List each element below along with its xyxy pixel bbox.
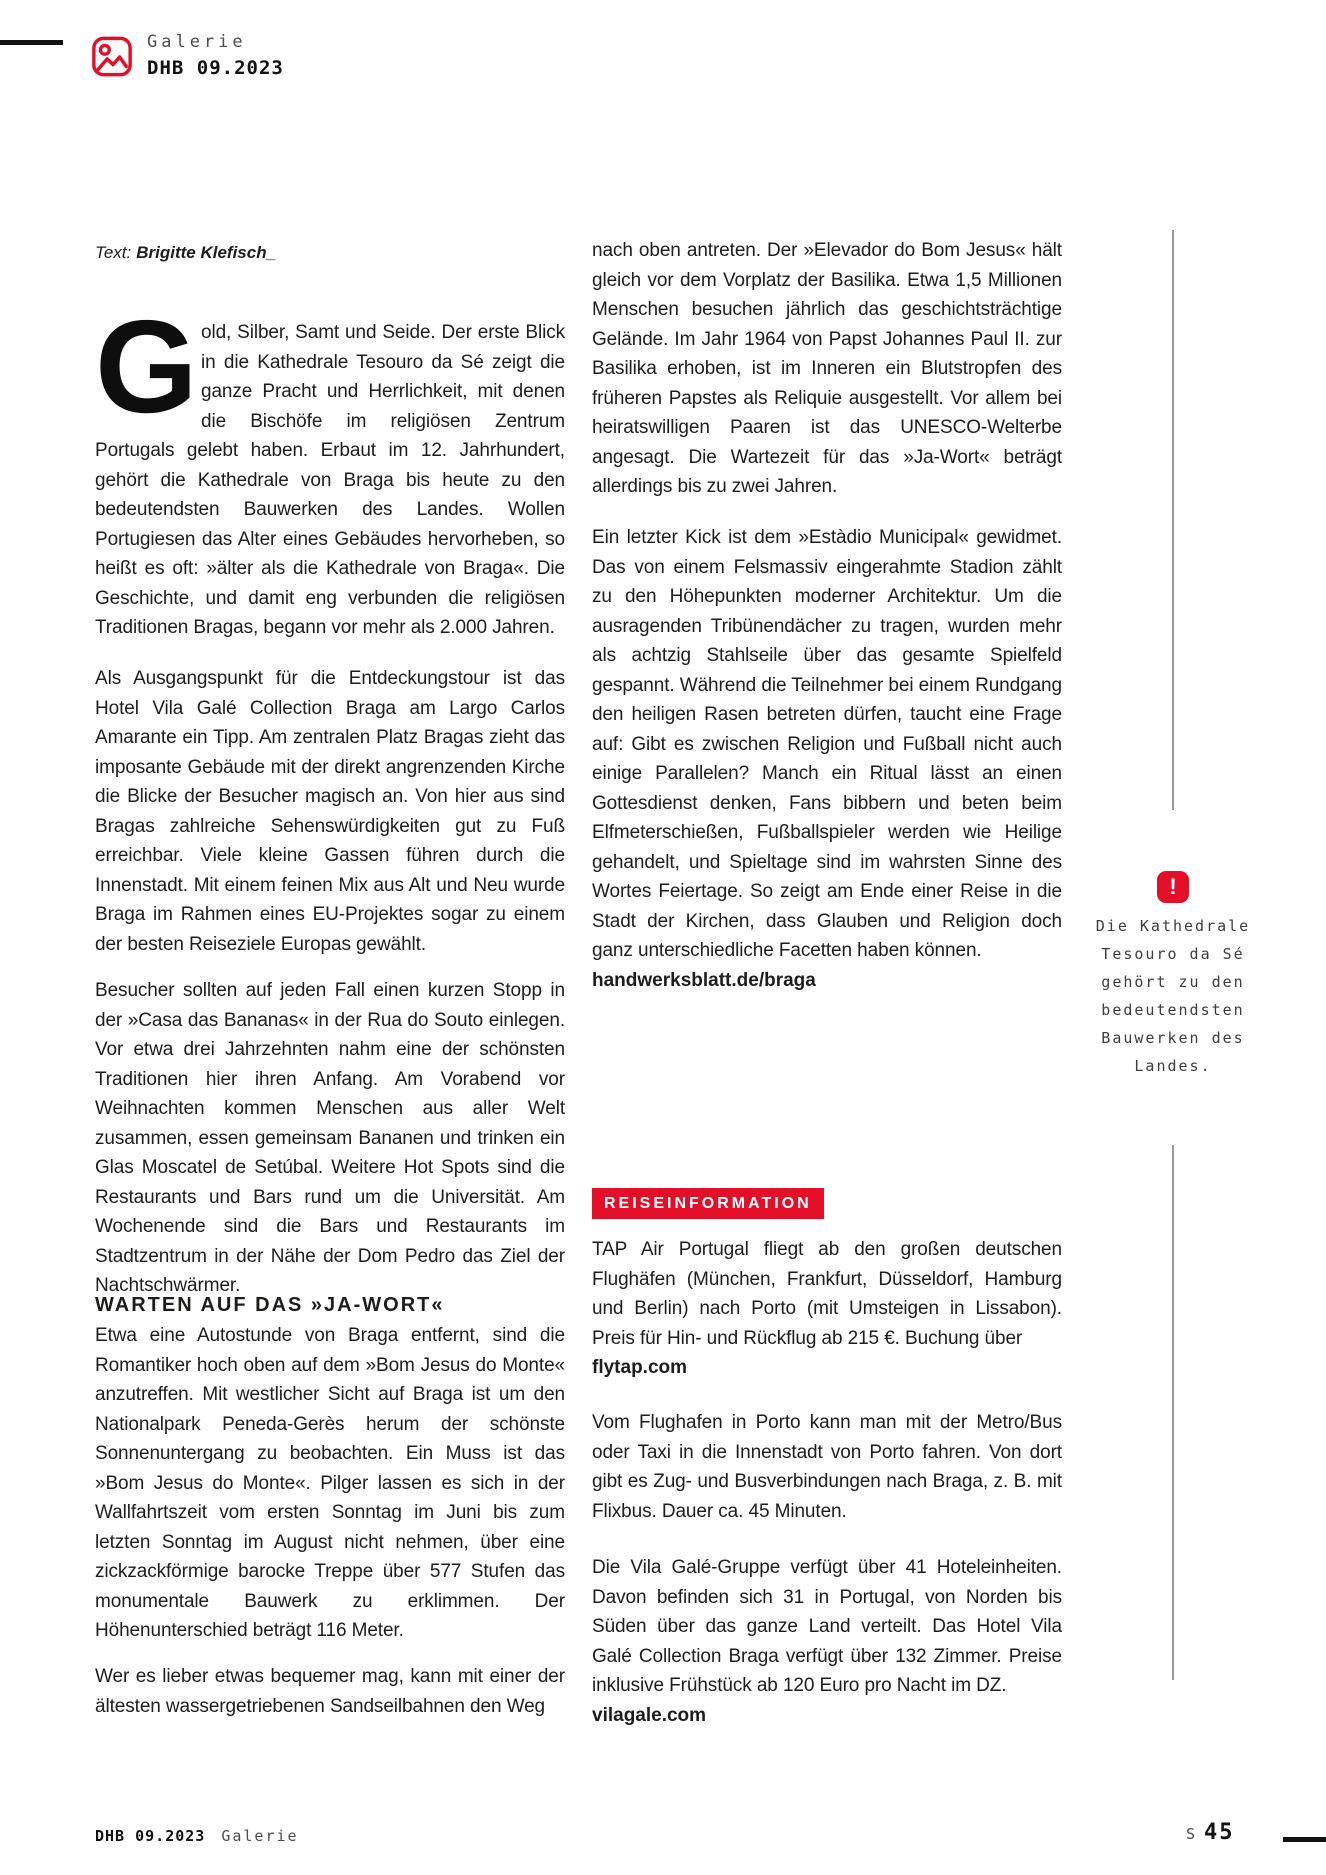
margin-caption-line: Bauwerken des bbox=[1101, 1029, 1245, 1047]
article-paragraph: Besucher sollten auf jeden Fall einen kurzen Stopp in der »Casa das Bananas« in der Rua do Souto einlegen. Vor etwa drei Jahrzehnten nahm eine der schönsten Traditionen hier ihren Anfang. Am Vorabend vor Weihnachten kommen Menschen aus aller Welt zusammen, essen gemeinsam Bananen und trinken ein Glas Moscatel de Setúbal. Weitere Hot Spots sind die Restaurants und Bars rund um die Universität. Am Wochenende sind die Bars und Restaurants im Stadtzentrum in der Nähe der Dom Pedro das Ziel der Nachtschwärmer. bbox=[95, 980, 565, 1296]
margin-caption-line: Die Kathedrale bbox=[1095, 917, 1251, 935]
picture-icon bbox=[91, 33, 133, 80]
article-paragraph: Vom Flughafen in Porto kann man mit der Metro/Bus oder Taxi in die Innenstadt von Porto fahren. Von dort gibt es Zug- und Busverbindungen nach Braga, z. B. mit Flixbus. Dauer ca. 45 Minuten. bbox=[592, 1412, 1062, 1522]
article-paragraph: Ein letzter Kick ist dem »Estàdio Municipal« gewidmet. Das von einem Felsmassiv eingerahmte Stadion zählt zu den Höhepunkten moderner Architektur. Um die ausragenden Tribünendächer zu tragen, wurden mehr als achtzig Stahlseile über das gesamte Spielfeld gespannt. Während die Teilnehmer bei einem Rundgang den heiligen Rasen betreten dürfen, taucht eine Frage auf: Gibt es zwischen Religion und Fußball nicht auch einige Parallelen? Manch ein Ritual lässt an einen Gottesdienst denken, Fans bibbern und beten beim Elfmeterschießen, Fußballspieler werden wie Heilige gehandelt, und Spieltage sind im wahrsten Sinne des Wortes Feiertage. So zeigt am Ende einer Reise in die Stadt der Kirchen, dass Glauben und Religion doch ganz unterschiedliche Facetten haben können. bbox=[592, 527, 1062, 961]
exclamation-glyph: ! bbox=[1169, 874, 1177, 899]
web-address: vilagale.com bbox=[592, 1704, 707, 1726]
byline-label: Text: bbox=[95, 243, 132, 262]
article-block bbox=[592, 1235, 1062, 1383]
article-paragraph: Als Ausgangspunkt für die Entdeckungstour ist das Hotel Vila Galé Collection Braga am Largo Carlos Amarante ein Tipp. Am zentralen Platz Bragas zieht das imposante Gebäude mit der direkt angrenzenden Kirche die Blicke der Besucher magisch an. Von hier aus sind Bragas zahlreiche Sehenswürdigkeiten gut zu Fuß erreichbar. Viele kleine Gassen führen durch die Innenstadt. Mit einem feinen Mix aus Alt und Neu wurde Braga im Rahmen eines EU-Projektes sogar zu einem der besten Reiseziele Europas gewählt. bbox=[95, 668, 565, 955]
issue-label: DHB 09.2023 bbox=[147, 57, 284, 79]
byline-author: Brigitte Klefisch_ bbox=[136, 243, 277, 262]
travel-info-label: REISEINFORMATION bbox=[592, 1188, 824, 1219]
byline bbox=[95, 242, 276, 264]
page-number-value: 45 bbox=[1204, 1820, 1235, 1845]
drop-cap: G bbox=[95, 293, 198, 440]
margin-caption-line: Tesouro da Sé bbox=[1101, 945, 1245, 963]
margin-caption-line: gehört zu den bbox=[1101, 973, 1245, 991]
article-paragraph: Die Vila Galé-Gruppe verfügt über 41 Hoteleinheiten. Davon befinden sich 31 in Portugal, von Norden bis Süden über das ganze Land verteilt. Das Hotel Vila Galé Collection Braga verfügt über 132 Zimmer. Preise inklusive Frühstück ab 120 Euro pro Nacht im DZ. bbox=[592, 1557, 1062, 1696]
article-paragraph: nach oben antreten. Der »Elevador do Bom Jesus« hält gleich vor dem Vorplatz der Basilika. Etwa 1,5 Millionen Menschen besuchen jährlich das geschichtsträchtige Gelände. Im Jahr 1964 von Papst Johannes Paul II. zur Basilika erhoben, ist im Inneren ein Blutstropfen des früheren Papstes als Reliquie ausgestellt. Vor allem bei heiratswilligen Paaren ist das UNESCO-Welterbe angesagt. Die Wartezeit für das »Ja-Wort« beträgt allerdings bis zu zwei Jahren. bbox=[592, 240, 1062, 497]
article-block bbox=[592, 1553, 1062, 1730]
masthead bbox=[147, 31, 284, 80]
margin-rule-bottom bbox=[1172, 1145, 1174, 1680]
section-label: Galerie bbox=[147, 32, 247, 52]
article-paragraph: TAP Air Portugal fliegt ab den großen deutschen Flughäfen (München, Frankfurt, Düsseldorf, Hamburg und Berlin) nach Porto (mit Umsteigen in Lissabon). Preis für Hin- und Rückflug ab 215 €. Buchung über bbox=[592, 1239, 1062, 1349]
page-number bbox=[1186, 1820, 1235, 1845]
alert-icon bbox=[1157, 871, 1189, 903]
margin-rule-top bbox=[1172, 230, 1174, 810]
web-address: flytap.com bbox=[592, 1357, 688, 1378]
article-block bbox=[592, 523, 1062, 995]
page-prefix: S bbox=[1186, 1825, 1197, 1843]
bottom-right-rule bbox=[1283, 1837, 1326, 1842]
subheading: WARTEN AUF DAS »JA-WORT« bbox=[95, 1294, 445, 1316]
article-paragraph: Etwa eine Autostunde von Braga entfernt, sind die Romantiker hoch oben auf dem »Bom Jesus do Monte« anzutreffen. Mit westlicher Sicht auf Braga ist um den Nationalpark Peneda-Gerès herum der schönste Sonnenuntergang zu beobachten. Ein Muss ist das »Bom Jesus do Monte«. Pilger lassen es sich in der Wallfahrtszeit vom ersten Sonntag im Juni bis zum letzten Sonntag im August nicht nehmen, über eine zickzackförmige barocke Treppe über 577 Stufen das monumentale Bauwerk zu erklimmen. Der Höhenunterschied beträgt 116 Meter. bbox=[95, 1325, 565, 1641]
article-paragraph: Wer es lieber etwas bequemer mag, kann mit einer der ältesten wassergetriebenen Sandseilbahnen den Weg bbox=[95, 1666, 565, 1717]
margin-caption bbox=[1082, 912, 1264, 1080]
footer-section: Galerie bbox=[221, 1827, 299, 1845]
article-paragraph bbox=[95, 293, 565, 643]
margin-caption-line: bedeutendsten bbox=[1101, 1001, 1245, 1019]
paragraph-text: old, Silber, Samt und Seide. Der erste Blick in die Kathedrale Tesouro da Sé zeigt die ganze Pracht und Herrlichkeit, mit denen die Bischöfe im religiösen Zentrum Portugals gelebt haben. Erbaut im 12. Jahrhundert, gehört die Kathedrale von Braga bis heute zu den bedeutendsten Bauwerken des Landes. Wollen Portugiesen das Alter eines Gebäudes hervorheben, so heißt es oft: »älter als die Kathedrale von Braga«. Die Geschichte, und damit eng verbunden die religiösen Traditionen Bragas, begann vor mehr als 2.000 Jahren. bbox=[95, 322, 565, 638]
web-address: handwerksblatt.de/braga bbox=[592, 969, 816, 991]
footer-left bbox=[95, 1827, 299, 1845]
margin-caption-line: Landes. bbox=[1134, 1057, 1212, 1075]
footer-issue: DHB 09.2023 bbox=[95, 1827, 206, 1845]
top-left-rule bbox=[0, 40, 63, 45]
